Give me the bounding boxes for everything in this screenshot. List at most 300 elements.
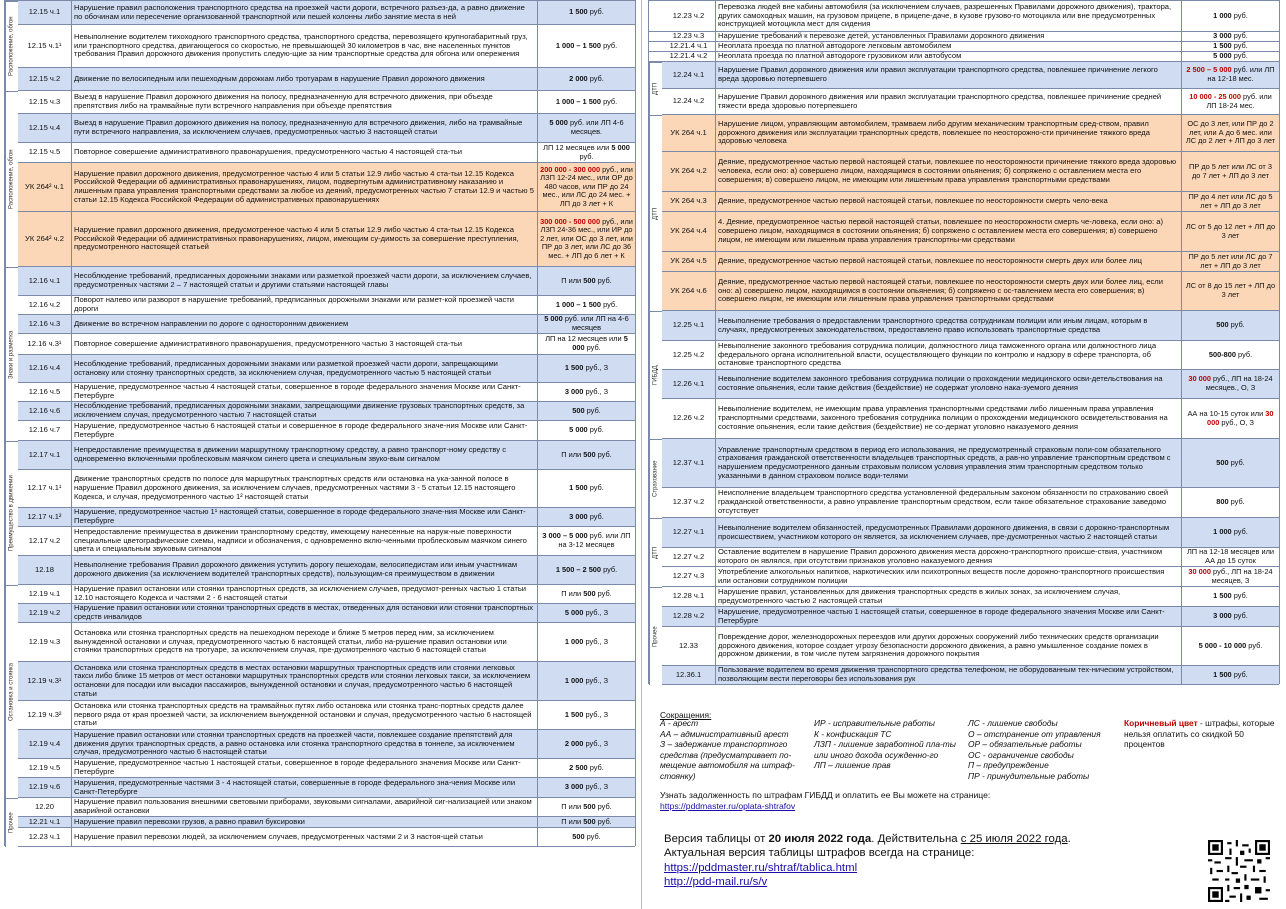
penalty-text: руб. или ЛП на 4-6 месяцев <box>562 315 629 332</box>
article-number: 12.15 ч.1 <box>18 1 72 24</box>
version-text: . <box>1067 833 1071 845</box>
description-text: Невыполнение водителем тихоходного транспортного средства, транспортного средства, перевозящего крупногабаритный груз, или транспортного средства, двигающегося со скоростью, не превышающей 30 километров в час, вне населенных пунктов требования Правил дорожного движения пропустить следую-щие за ним транспортные средства для обгона или опережения <box>74 31 528 59</box>
description-text: Непредоставление преимущества в движении транспортному средству, имеющему нанесенные на наруж-ные поверхности специальные цветографические схемы, надписи и обозначения, с одновременно вклю-ченными проблесковым маячком синего цвета и специальным звуковым сигналом <box>74 527 527 554</box>
penalty-text: П или <box>561 449 584 459</box>
penalty-text: 2 500 <box>569 762 588 772</box>
violation-description <box>716 518 1182 547</box>
article-number: 12.21.4 ч.2 <box>662 52 716 61</box>
table-row <box>5 701 635 730</box>
violation-description <box>716 62 1182 88</box>
table-row <box>5 296 635 315</box>
description-text: Нарушение требований к перевозке детей, установленных Правилами дорожного движения <box>718 32 1045 41</box>
penalty-text: руб. <box>579 151 594 161</box>
table-row <box>5 421 635 441</box>
description-text: Нарушение правил остановки или стоянки транспортных средств в местах, отведенных для остановки или стоянки транспортных средств инвалидов <box>74 604 534 621</box>
penalty-text: руб. <box>1231 669 1248 679</box>
legend-item: ИР - исправительные работы <box>814 718 935 728</box>
penalty-cell <box>538 1 635 24</box>
penalty-text: ОС до 3 лет, или ПР до 2 лет, или А до 6 мес. или ЛС до 2 лет + ЛП до 3 лет <box>1185 119 1276 146</box>
column-divider <box>641 0 642 909</box>
table-row <box>5 759 635 778</box>
penalty-cell <box>1182 399 1279 438</box>
article-number: 12.27 ч.1 <box>662 518 716 547</box>
category-label: Знаки и разметка <box>5 267 18 441</box>
article-number: 12.16 ч.5 <box>18 383 72 401</box>
penalty-text: 1 500 <box>564 363 584 373</box>
penalty-text: 500 <box>583 449 596 459</box>
violation-description <box>716 370 1182 398</box>
table-row <box>5 212 635 267</box>
violation-description <box>716 52 1182 61</box>
penalty-text: руб. <box>587 511 604 521</box>
debt-text: Узнать задолженность по штрафам ГИБДД и оплатить ее Вы можете на странице: <box>660 790 991 800</box>
legend-item: О – отстранение от управления <box>968 728 1101 739</box>
violation-description <box>72 623 538 661</box>
penalty-text: 5 000 <box>1213 52 1232 61</box>
penalty-cell <box>538 383 635 401</box>
article-number: 12.26 ч.2 <box>662 399 716 438</box>
violation-description <box>72 604 538 622</box>
penalty-text: руб. <box>1231 42 1248 51</box>
right-table-rows <box>648 0 1280 684</box>
penalty-text: 800 <box>1216 497 1229 507</box>
article-number: 12.25 ч.2 <box>662 341 716 369</box>
table-row <box>5 315 635 334</box>
violation-description <box>72 662 538 700</box>
legend-col-3 <box>968 718 1118 781</box>
penalty-text: 1 500 <box>569 7 588 17</box>
description-text: Неоплата проезда по платной автодороге легковым автомобилем <box>718 42 952 51</box>
penalty-text: 2 000 <box>569 73 588 83</box>
description-text: Нарушение правил дорожного движения, предусмотренное частью 4 или 5 статьи 12.9 либо частью 4 ста-тьи 12.15 Кодекса Российской Федерации об административных правонарушениях, лицом, имеющим су-димость за совершение преступления, предусмотренного настоящей статьей <box>74 224 519 252</box>
article-number: 12.16 ч.2 <box>18 296 72 314</box>
penalty-text: руб. <box>1246 640 1263 650</box>
penalty-cell <box>538 828 635 846</box>
penalty-text: 500-800 <box>1208 349 1236 359</box>
penalty-text: 500 <box>572 831 585 841</box>
description-text: Невыполнение водителем обязанностей, предусмотренных Правилами дорожного движения, в связи с дорожно-транспортным происшествием, участником которого он является, за исключением случаев, пре-дусмотренных частью 2 настоящей статьи <box>718 522 1170 541</box>
penalty-cell <box>1182 89 1279 114</box>
article-number: 12.15 ч.4 <box>18 114 72 142</box>
violation-description <box>72 212 538 266</box>
legend-item: З – задержание транспортного средства (предусматривает по-мещение автомобиля на штраф-стоянку) <box>660 739 795 781</box>
description-text: Невыполнение водителем законного требования сотрудника полиции о прохождении медицинского осви-детельствования на состояние опьянения, если такие действия (бездействие) не содержат уголовно нака-зуемого деяния <box>718 374 1163 392</box>
description-text: Непредоставление преимущества в движении маршрутному транспортному средству, а равно транспорт-ному средству с одновременно включенными проблесковым маячком синего цвета и специальным звуко-вым сигналом <box>74 445 506 463</box>
article-number: 12.24 ч.1 <box>662 62 716 88</box>
violation-description <box>72 163 538 211</box>
description-text: Нарушение, предусмотренное частью 1¹ настоящей статьи, совершенное в городе федерального значе-ния Москве или Санкт-Петербурге <box>74 508 526 525</box>
penalty-cell <box>1182 252 1279 271</box>
violation-description <box>72 778 538 797</box>
penalty-cell <box>538 730 635 758</box>
table-row <box>649 518 1279 548</box>
penalty-text: 1 500 <box>569 483 588 493</box>
penalty-text: 1 500 <box>1213 591 1232 601</box>
description-text: Нарушение правил перевозки людей, за исключением случаев, предусмотренных частями 2 и 3 настоя-щей статьи <box>74 831 483 841</box>
penalty-text: руб. <box>1231 611 1248 621</box>
description-text: Нарушение Правил дорожного движения или правил эксплуатации транспортного средства, повлекшее причинение легкого вреда здоровью потерпевшего <box>718 65 1158 83</box>
penalty-text: руб. <box>601 299 618 309</box>
penalty-text: 5 000 <box>549 118 568 128</box>
violation-description <box>72 315 538 333</box>
penalty-text: руб., З <box>583 709 609 719</box>
table-row <box>649 607 1279 627</box>
article-number: УК 264 ч.2 <box>662 152 716 191</box>
penalty-cell <box>538 441 635 469</box>
violation-description <box>716 548 1182 566</box>
penalty-text: руб. <box>584 405 601 415</box>
penalty-text: 1 000 – 1 500 <box>555 299 602 309</box>
violation-description <box>72 402 538 420</box>
table-row <box>5 470 635 508</box>
table-row <box>649 439 1279 488</box>
penalty-text: 5 000 <box>611 143 630 152</box>
violation-description <box>72 527 538 555</box>
penalty-text: ЛП на 12 месяцев или <box>545 334 624 344</box>
table-row <box>5 383 635 402</box>
article-number: УК 264 ч.1 <box>662 115 716 151</box>
violation-description <box>716 399 1182 438</box>
penalty-text: 3 000 <box>564 782 584 792</box>
table-row <box>649 152 1279 192</box>
legend-item: ПР - принудительные работы <box>968 770 1090 781</box>
penalty-text: руб. <box>584 831 601 841</box>
violation-description <box>72 267 538 295</box>
article-number: 12.16 ч.3 <box>18 315 72 333</box>
penalty-text: руб. <box>587 762 604 772</box>
article-number: 12.21.4 ч.1 <box>662 42 716 51</box>
table-row <box>649 567 1279 587</box>
category-label: Страхование <box>649 439 662 518</box>
description-text: Нарушение, предусмотренное частью 1 настоящей статьи, совершенное в городе федерального значения Москве или Санкт-Петербурге <box>74 759 521 776</box>
penalty-text: руб. <box>584 343 601 352</box>
violation-description <box>72 441 538 469</box>
penalty-text: АА на 10-15 суток или <box>1187 408 1266 418</box>
description-text: Нарушение Правил дорожного движения или правил эксплуатации транспортного средства, повлекшее причинение средней тяжести вреда здоровью потерпевшего <box>718 91 1162 110</box>
violation-description <box>716 341 1182 369</box>
penalty-cell <box>538 402 635 420</box>
penalty-cell <box>1182 627 1279 665</box>
penalty-text: руб. <box>595 801 612 811</box>
violation-description <box>72 817 538 827</box>
table-row <box>5 778 635 798</box>
violation-description <box>716 32 1182 41</box>
penalty-cell <box>1182 567 1279 586</box>
description-text: Невыполнение требования о предоставлении транспортного средства сотрудникам полиции или иным лицам, которым в случаях, предусмотренных законодательством, предоставлено право использовать транспортные средства <box>718 315 1148 334</box>
violation-description <box>716 587 1182 606</box>
article-number: 12.16 ч.6 <box>18 402 72 420</box>
description-text: Выезд в нарушение Правил дорожного движения на полосу, предназначенную для встречного движения, либо на трамвайные пути встречного направления, за исключением случаев, предусмотренных частью 3 настоящей статьи <box>74 118 523 136</box>
description-text: Несоблюдение требований, предписанных дорожными знаками, запрещающими движение грузовых транспортных средств, за исключением случая, предусмотренного частью 7 настоящей статьи <box>74 402 525 419</box>
penalty-text: 5 000 <box>544 315 563 324</box>
description-text: Неисполнение владельцем транспортного средства установленной федеральным законом обязанности по страхованию своей гражданской ответственности, а равно управление транспортным средством, если такое обязательное страхование заведомо отсутствует <box>718 488 1169 515</box>
penalty-text: ПР до 5 лет или ЛС до 7 лет + ЛП до 3 лет <box>1188 252 1273 270</box>
article-number: УК 264 ч.3 <box>662 192 716 211</box>
violation-description <box>72 585 538 603</box>
penalty-cell <box>1182 341 1279 369</box>
version-info <box>664 832 1071 890</box>
article-number: 12.23 ч.1 <box>18 828 72 846</box>
article-number: 12.37 ч.2 <box>662 488 716 517</box>
penalty-text: ЛС от 5 до 12 лет + ЛП до 3 лет <box>1185 221 1276 240</box>
violation-description <box>716 1 1182 31</box>
penalty-cell <box>538 701 635 729</box>
legend-item: А - арест <box>660 718 699 728</box>
penalty-cell <box>1182 32 1279 41</box>
category-label: Прочее <box>5 798 18 847</box>
penalty-text: 30 000 <box>1188 374 1211 384</box>
article-number: 12.17 ч.2 <box>18 527 72 555</box>
violation-description <box>716 607 1182 626</box>
legend-item: К - конфискация ТС <box>814 728 892 739</box>
penalty-text: руб. или ЛП на 12-18 мес. <box>1207 65 1275 83</box>
table-row <box>649 252 1279 272</box>
penalty-text: 3 000 <box>569 511 588 521</box>
debt-link[interactable]: https://pddmaster.ru/oplata-shtrafov <box>660 801 796 812</box>
penalty-cell <box>538 68 635 90</box>
penalty-text: руб. или ЛП на 3-12 месяцев <box>558 531 631 549</box>
penalty-cell <box>1182 488 1279 517</box>
violation-description <box>716 439 1182 487</box>
penalty-text: П или <box>561 588 584 598</box>
penalty-text: руб. <box>1228 457 1245 467</box>
penalty-text: руб., О, З <box>1219 417 1254 427</box>
penalty-cell <box>538 212 635 266</box>
violation-description <box>72 828 538 846</box>
penalty-text: руб. <box>601 564 618 574</box>
penalty-text: руб. <box>1231 591 1248 601</box>
article-number: 12.27 ч.3 <box>662 567 716 586</box>
table-row <box>649 548 1279 567</box>
article-number: 12.19 ч.5 <box>18 759 72 777</box>
table-row <box>5 441 635 470</box>
table-row <box>649 627 1279 666</box>
penalty-cell <box>1182 62 1279 88</box>
violation-description <box>72 470 538 507</box>
violation-description <box>72 421 538 440</box>
article-number: 12.23 ч.3 <box>662 32 716 41</box>
description-text: Нарушение правил дорожного движения, предусмотренное частью 4 или 5 статьи 12.9 либо частью 4 ста-тьи 12.15 Кодекса Российской Федерации об административных правонарушениях, лицом, подвергнутым административному наказанию и лишенным права управления транспортными средствами за любое из деяний, предусмотренных частью 7 статьи 12.9 и частью 5 статьи 12.15 Кодекса Российской Федерации об административных правонарушениях <box>74 168 534 204</box>
table-row <box>649 272 1279 311</box>
table-row <box>5 585 635 604</box>
table-row <box>649 212 1279 252</box>
legend-item: П – предупреждение <box>968 760 1049 770</box>
penalty-cell <box>538 604 635 622</box>
short-link[interactable]: http://pdd-mail.ru/s/v <box>664 876 768 889</box>
legend-item: ОС - ограничение свободы <box>968 749 1074 760</box>
description-text: Нарушение правил, установленных для движения транспортных средств в жилых зонах, за исключением случая, предусмотренного частью 2 настоящей статьи <box>718 587 1121 605</box>
penalty-cell <box>538 508 635 526</box>
penalty-text: 5 000 <box>572 334 628 352</box>
penalty-text: 500 <box>1216 457 1229 467</box>
table-row <box>5 267 635 296</box>
penalty-cell <box>1182 518 1279 547</box>
table-row <box>5 508 635 527</box>
actual-version-text: Актуальная версия таблицы штрафов всегда на странице: <box>664 847 975 860</box>
violation-description <box>72 334 538 354</box>
penalty-text: руб., З <box>583 386 609 396</box>
penalty-text: 30 000 <box>1207 408 1274 427</box>
table-row <box>649 1 1279 32</box>
article-number: 12.17 ч.1 <box>18 441 72 469</box>
legend-col-2 <box>814 718 964 771</box>
description-text: Невыполнение законного требования сотрудника полиции, должностного лица таможенного органа или должностного лица федерального органа исполнительной власти, осуществляющего функции по контролю и надзору в сфере транспорта, об остановке транспортного средства <box>718 341 1157 368</box>
penalty-cell <box>1182 272 1279 310</box>
penalty-text: ЛС от 8 до 15 лет + ЛП до 3 лет <box>1185 281 1276 299</box>
brown-color-text: - штрафы, которые нельзя оплатить со скидкой 50 процентов <box>1124 718 1275 749</box>
description-text: Несоблюдение требований, предписанных дорожными знаками или разметкой проезжей части дороги, за исключением случаев, предусмотренных частями 2 – 7 настоящей статьи и другими статьями настоящей главы <box>74 271 532 289</box>
penalty-text: руб. или ЛП 18-24 мес. <box>1206 91 1272 110</box>
description-text: Невыполнение водителем, не имеющим права управления транспортными средствами либо лишенным права управления транспортными средствами, законного требования сотрудника полиции о прохождении медицинского освидетельствования на состояние опьянения, если такие действия (бездействие) не со-держат уголовно наказуемого деяния <box>718 404 1168 431</box>
penalty-text: 5 000 <box>569 425 588 435</box>
table-row <box>649 42 1279 52</box>
penalty-text: руб., З <box>583 636 609 646</box>
legend-item: ЛС - лишение свободы <box>968 718 1058 728</box>
description-text: Перевозка людей вне кабины автомобиля (за исключением случаев, разрешенных Правилами дорожного движения), трактора, других самоходных машин, на грузовом прицепе, в прицепе-даче, в кузове грузово-го мотоцикла или вне предусмотренных конструкцией мотоцикла мест для сидения <box>718 1 1172 29</box>
penalty-text: 2 000 <box>564 738 584 748</box>
article-number: 12.28 ч.2 <box>662 607 716 626</box>
description-text: Нарушение правил остановки или стоянки транспортных средств, за исключением случаев, предусмот-ренных частью 1 статьи 12.10 настоящего Кодекса и частями 2 - 6 настоящей статьи <box>74 585 527 602</box>
article-number: УК 264² ч.2 <box>18 212 72 266</box>
penalty-text: руб. <box>1228 320 1245 330</box>
penalty-text: 10 000 - 25 000 <box>1189 91 1241 101</box>
description-text: Деяние, предусмотренное частью первой настоящей статьи, повлекшее по неосторожности причинение тяжкого вреда здоровью человека, если оно: а) совершено лицом, находящимся в состоянии опьянения; б) сопряжено с оставлением места его совершения; в) совершено лицом, не имеющим или лишенным права управления транспортными средствами <box>718 157 1177 184</box>
table-row <box>5 556 635 585</box>
violation-description <box>72 730 538 758</box>
table-row <box>649 311 1279 341</box>
article-number: 12.27 ч.2 <box>662 548 716 566</box>
penalty-cell <box>538 817 635 827</box>
description-text: Нарушения, предусмотренные частями 3 - 4 настоящей статьи, совершенные в городе федерального зна-чения Москве или Санкт-Петербурге <box>74 778 516 796</box>
violation-description <box>716 666 1182 684</box>
description-text: Движение транспортных средств по полосе для маршрутных транспортных средств или остановка на ука-занной полосе в нарушение Правил дорожного движения, за исключением случаев, предусмотренных частями 3 - 5 статьи 12.15 настоящего Кодекса, и случая, предусмотренного частью 1² настоящей статьи <box>74 474 516 501</box>
table-row <box>649 370 1279 399</box>
description-text: Неоплата проезда по платной автодороге грузовиком или автобусом <box>718 52 962 61</box>
violation-description <box>716 272 1182 310</box>
penalty-cell <box>538 623 635 661</box>
table-row <box>5 662 635 701</box>
description-text: Нарушение правил остановки или стоянки транспортных средств на проезжей части, повлекшее создание препятствий для движения других транспортных средств, а равно остановка или стоянка транспортного средства в тоннеле, за исключением случая, предусмотренного частью 6 настоящей статьи <box>74 730 515 757</box>
article-number: УК 264 ч.5 <box>662 252 716 271</box>
article-number: 12.15 ч.3 <box>18 91 72 113</box>
article-number: 12.33 <box>662 627 716 665</box>
article-number: 12.19 ч.1 <box>18 585 72 603</box>
brown-color-note <box>1124 718 1276 750</box>
legend-item: ОР – обязательные работы <box>968 739 1082 749</box>
penalty-text: 1 500 <box>1213 669 1232 679</box>
valid-from-date: с 25 июля 2022 года <box>960 833 1068 845</box>
table-row <box>649 488 1279 518</box>
table-link[interactable]: https://pddmaster.ru/shtraf/tablica.html <box>664 861 858 874</box>
article-number: 12.16 ч.7 <box>18 421 72 440</box>
article-number: 12.21 ч.1 <box>18 817 72 827</box>
penalty-text: 300 000 - 500 000 <box>540 216 601 226</box>
penalty-cell <box>1182 548 1279 566</box>
table-row <box>5 730 635 759</box>
table-row <box>5 355 635 383</box>
description-text: Нарушение правил расположения транспортного средства на проезжей части дороги, встречного разъез-да, а равно движение по обочинам или пересечение организованной транспортной или пешей колонны либо занятие места в ней <box>74 2 525 21</box>
penalty-text: руб., или ЛЗП 24-36 мес., или ИР до 2 лет, или ОС до 3 лет, или ПР до 3 лет, или ЛС до 36 мес. + ЛП до 6 лет + К <box>540 216 633 260</box>
description-text: Невыполнение требования Правил дорожного движения уступить дорогу пешеходам, велосипедистам или иным участникам дорожного движения (за исключением водителей транспортных средств), пользующим-ся преимуществом в движении <box>74 560 518 578</box>
violation-description <box>72 25 538 67</box>
penalty-cell <box>538 267 635 295</box>
penalty-cell <box>1182 311 1279 340</box>
penalty-text: руб. <box>595 449 612 459</box>
penalty-cell <box>1182 42 1279 51</box>
penalty-cell <box>538 421 635 440</box>
article-number: 12.23 ч.2 <box>662 1 716 31</box>
penalty-cell <box>538 163 635 211</box>
penalty-cell <box>538 759 635 777</box>
description-text: Деяние, предусмотренное частью первой настоящей статьи, повлекшее по неосторожности смерть двух или более лиц <box>718 256 1143 266</box>
penalty-cell <box>538 114 635 142</box>
legend-item: ЛП – лишение прав <box>814 760 891 770</box>
article-number: 12.17 ч.1² <box>18 508 72 526</box>
legend-title: Сокращения: <box>660 710 712 720</box>
penalty-text: руб. <box>601 40 618 50</box>
penalty-text: 5 000 <box>564 607 584 617</box>
table-row <box>5 828 635 847</box>
description-text: 4. Деяние, предусмотренное частью первой настоящей статьи, повлекшее по неосторожности смерть че-ловека, если оно: а) совершено лицом, находящимся в состоянии опьянения; б) сопряжено с оставлением места его совершения; в) совершено лицом, не имеющим или лишенным права управления транспортны-ми средствами <box>718 217 1164 244</box>
category-label: ДТП <box>649 115 662 311</box>
penalty-cell <box>1182 587 1279 606</box>
penalty-text: руб. <box>595 588 612 598</box>
penalty-text: 500 <box>1216 320 1229 330</box>
debt-check-note <box>660 790 990 812</box>
violation-description <box>716 42 1182 51</box>
violation-description <box>716 192 1182 211</box>
article-number: УК 264² ч.1 <box>18 163 72 211</box>
article-number: 12.16 ч.1 <box>18 267 72 295</box>
violation-description <box>716 115 1182 151</box>
article-number: 12.18 <box>18 556 72 584</box>
penalty-text: руб. <box>595 275 612 285</box>
penalty-text: руб. <box>1235 349 1253 359</box>
table-row <box>649 115 1279 152</box>
version-text: Версия таблицы от <box>664 833 769 845</box>
penalty-text: 5 000 - 10 000 <box>1198 640 1247 650</box>
version-date: 20 июля 2022 года <box>768 833 872 845</box>
table-row <box>649 666 1279 685</box>
penalty-cell <box>538 556 635 584</box>
table-row <box>649 52 1279 62</box>
violation-description <box>72 508 538 526</box>
penalty-cell <box>538 91 635 113</box>
description-text: Нарушение, предусмотренное частью 6 настоящей статьи и совершенное в городе федерального значе-ния Москве или Санкт-Петербурге <box>74 421 528 439</box>
penalty-text: 1 500 <box>1213 42 1232 51</box>
table-row <box>5 402 635 421</box>
penalty-text: 500 <box>583 817 596 826</box>
legend-item: ЛЗП - лишение заработной пла-ты или иного дохода осужденно-го <box>814 739 956 760</box>
description-text: Повторное совершение административного правонарушения, предусмотренного частью 4 настоящей ста-тьи <box>74 147 463 157</box>
penalty-cell <box>538 355 635 382</box>
violation-description <box>72 143 538 162</box>
penalty-text: руб., ЛП на 18-24 месяцев, З <box>1210 567 1273 585</box>
description-text: Повторное совершение административного правонарушения, предусмотренного частью 3 настоящей ста-тьи <box>74 338 463 348</box>
violation-description <box>716 567 1182 586</box>
penalty-text: руб. <box>587 7 604 17</box>
article-number: 12.25 ч.1 <box>662 311 716 340</box>
article-number: 12.15 ч.2 <box>18 68 72 90</box>
article-number: 12.20 <box>18 798 72 816</box>
penalty-text: 1 000 <box>1213 10 1232 20</box>
right-fines-table <box>648 0 1280 889</box>
description-text: Поворот налево или разворот в нарушение требований, предписанных дорожными знаками или размет-кой проезжей части дороги <box>74 296 514 313</box>
table-row <box>649 32 1279 42</box>
table-row <box>649 192 1279 212</box>
penalty-cell <box>1182 192 1279 211</box>
penalty-text: 2 500 – 5 000 <box>1186 65 1232 75</box>
